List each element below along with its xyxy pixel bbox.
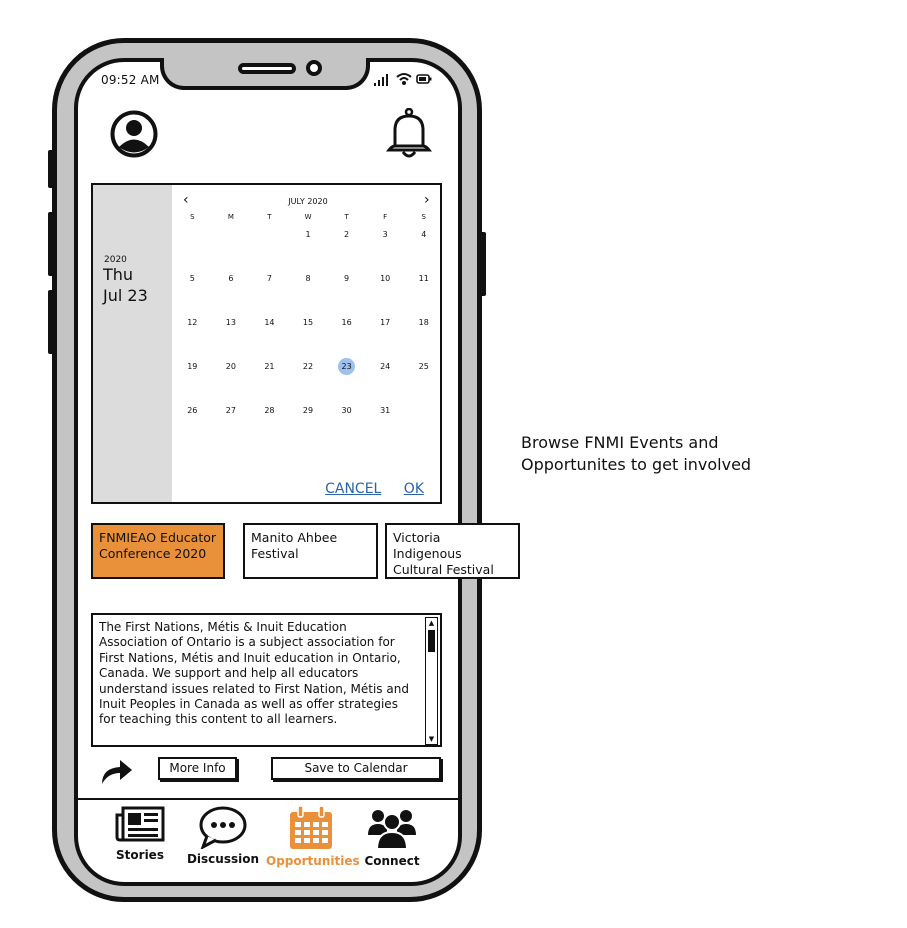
calendar-day[interactable] xyxy=(212,406,251,450)
calendar-day-selected[interactable] xyxy=(327,362,366,406)
calendar-day-number: 21 xyxy=(264,362,275,371)
weekday-header-row xyxy=(173,213,443,230)
prev-month-chevron-icon[interactable]: ‹ xyxy=(183,192,189,208)
nav-connect-label: Connect xyxy=(364,854,420,868)
calendar-day-number: 22 xyxy=(302,362,314,371)
event-description-box[interactable] xyxy=(91,613,442,747)
calendar-day[interactable] xyxy=(327,406,366,450)
calendar-day[interactable] xyxy=(212,318,251,362)
save-to-calendar-button[interactable]: Save to Calendar xyxy=(271,757,441,780)
calendar-week-row xyxy=(173,362,443,406)
description-scrollbar[interactable] xyxy=(425,617,438,745)
calendar-day-number: 20 xyxy=(225,362,236,371)
side-button-power xyxy=(480,232,486,296)
calendar-day-number: 29 xyxy=(302,406,314,415)
chat-bubble-icon xyxy=(198,805,248,849)
notification-bell-icon[interactable] xyxy=(386,108,432,158)
calendar-day[interactable] xyxy=(289,230,328,274)
calendar-day[interactable] xyxy=(327,318,366,362)
calendar-icon xyxy=(287,805,335,851)
calendar-day-number: 4 xyxy=(421,230,427,239)
scroll-up-arrow-icon[interactable]: ▲ xyxy=(428,619,435,627)
status-time: 09:52 AM xyxy=(101,73,160,87)
date-picker-header xyxy=(93,185,172,502)
calendar-day[interactable] xyxy=(173,318,212,362)
calendar-day[interactable] xyxy=(289,362,328,406)
calendar-day-number: 16 xyxy=(341,318,352,327)
calendar-day-number: 8 xyxy=(305,274,311,283)
calendar-week-row xyxy=(173,230,443,274)
calendar-empty-cell xyxy=(173,230,212,274)
scroll-down-arrow-icon[interactable]: ▼ xyxy=(428,735,435,743)
calendar-day[interactable] xyxy=(404,274,443,318)
calendar-month-label: JULY 2020 xyxy=(288,197,328,206)
calendar-day[interactable] xyxy=(366,362,405,406)
calendar-day-number: 7 xyxy=(266,274,272,283)
nav-opportunities[interactable] xyxy=(266,805,360,868)
calendar-day-number: 28 xyxy=(264,406,275,415)
calendar-day[interactable] xyxy=(289,318,328,362)
profile-avatar-icon[interactable] xyxy=(110,110,158,158)
calendar-empty-cell xyxy=(250,230,289,274)
weekday-label: T xyxy=(344,213,349,221)
calendar-day-number: 17 xyxy=(380,318,391,327)
date-picker xyxy=(91,183,442,504)
calendar-day-number: 1 xyxy=(305,230,311,239)
calendar-day-number: 18 xyxy=(418,318,429,327)
calendar-day[interactable] xyxy=(366,406,405,450)
weekday-label: T xyxy=(267,213,272,221)
calendar-day[interactable] xyxy=(289,406,328,450)
calendar-day-number: 12 xyxy=(187,318,198,327)
calendar-day[interactable] xyxy=(250,318,289,362)
people-group-icon xyxy=(367,805,417,851)
calendar-day[interactable] xyxy=(404,230,443,274)
nav-discussion-label: Discussion xyxy=(186,852,260,866)
calendar-day-number: 5 xyxy=(189,274,195,283)
weekday-label: S xyxy=(421,213,426,221)
calendar-day[interactable] xyxy=(327,274,366,318)
calendar-day[interactable] xyxy=(212,274,251,318)
side-button-volume-down xyxy=(48,290,54,354)
calendar-day-number: 24 xyxy=(380,362,391,371)
calendar-day-number: 11 xyxy=(418,274,429,283)
selected-year[interactable]: 2020 xyxy=(104,255,127,265)
calendar-day-number: 13 xyxy=(225,318,236,327)
nav-stories[interactable] xyxy=(108,805,172,862)
calendar-day-number: 25 xyxy=(418,362,429,371)
nav-opportunities-label: Opportunities xyxy=(266,854,360,868)
calendar-day[interactable] xyxy=(173,274,212,318)
newspaper-icon xyxy=(115,805,165,845)
calendar-day-number: 30 xyxy=(341,406,352,415)
calendar-day[interactable] xyxy=(289,274,328,318)
calendar-empty-cell xyxy=(404,406,443,450)
weekday-label: F xyxy=(383,213,388,221)
calendar-day[interactable] xyxy=(366,274,405,318)
next-month-chevron-icon[interactable]: › xyxy=(424,192,430,208)
status-icons xyxy=(374,72,434,86)
calendar-day[interactable] xyxy=(404,362,443,406)
calendar-week-row xyxy=(173,318,443,362)
cancel-button[interactable]: CANCEL xyxy=(325,481,382,497)
calendar-day-number: 27 xyxy=(225,406,236,415)
calendar-day-number: 15 xyxy=(302,318,314,327)
calendar-empty-cell xyxy=(212,230,251,274)
event-card-fnmieao[interactable]: FNMIEAO Educator Conference 2020 xyxy=(91,523,225,579)
calendar-day-number: 31 xyxy=(380,406,391,415)
nav-discussion[interactable] xyxy=(186,805,260,866)
weekday-label: W xyxy=(304,213,312,221)
calendar-day-number: 19 xyxy=(187,362,198,371)
date-picker-actions xyxy=(307,481,424,497)
calendar-day[interactable] xyxy=(212,362,251,406)
share-icon[interactable] xyxy=(98,756,134,786)
calendar-week-row xyxy=(173,274,443,318)
calendar-grid xyxy=(173,213,443,450)
calendar-day[interactable] xyxy=(173,406,212,450)
calendar-day-number: 3 xyxy=(382,230,388,239)
camera xyxy=(306,60,322,76)
calendar-day-number: 23 xyxy=(338,358,355,375)
calendar-day[interactable] xyxy=(173,362,212,406)
calendar-day[interactable] xyxy=(404,318,443,362)
event-description: The First Nations, Métis & Inuit Education Association of Ontario is a subject association for First Nations, Métis and Inuit education in Ontario, Canada. We support and help all educators understand issues related to First Nation, Métis and Inuit Peoples in Canada as well as offer strategies for teaching this content to all learners. xyxy=(99,620,409,727)
side-button-mute xyxy=(48,150,54,188)
nav-stories-label: Stories xyxy=(116,848,164,862)
calendar-day[interactable] xyxy=(250,274,289,318)
scroll-thumb[interactable] xyxy=(428,630,435,652)
event-card-manito-ahbee[interactable]: Manito Ahbee Festival xyxy=(243,523,378,579)
calendar-day-number: 14 xyxy=(264,318,275,327)
side-button-volume-up xyxy=(48,212,54,276)
selected-date: Jul 23 xyxy=(103,286,148,305)
wifi-icon xyxy=(396,72,412,86)
weekday-label: S xyxy=(190,213,195,221)
calendar-day-number: 2 xyxy=(344,230,350,239)
battery-icon xyxy=(416,74,432,84)
ok-button[interactable]: OK xyxy=(403,481,424,497)
more-info-button[interactable]: More Info xyxy=(158,757,237,780)
calendar-day-number: 6 xyxy=(228,274,234,283)
calendar-day[interactable] xyxy=(366,230,405,274)
calendar-day[interactable] xyxy=(250,362,289,406)
speaker xyxy=(238,63,296,74)
calendar-day[interactable] xyxy=(366,318,405,362)
event-card-victoria-indigenous[interactable]: Victoria Indigenous Cultural Festival xyxy=(385,523,520,579)
selected-date-display xyxy=(103,264,148,306)
calendar-week-row xyxy=(173,406,443,450)
bottom-nav-divider xyxy=(78,798,458,800)
calendar-day-number: 26 xyxy=(187,406,198,415)
weekday-label: M xyxy=(227,213,234,221)
selected-weekday: Thu xyxy=(103,265,134,284)
calendar-day-number: 10 xyxy=(380,274,391,283)
calendar-day-number: 9 xyxy=(344,274,350,283)
nav-connect[interactable] xyxy=(362,805,422,868)
signal-icon xyxy=(374,72,390,86)
calendar-day[interactable] xyxy=(327,230,366,274)
calendar-day[interactable] xyxy=(250,406,289,450)
annotation-note: Browse FNMI Events and Opportunites to get involved xyxy=(521,433,752,474)
